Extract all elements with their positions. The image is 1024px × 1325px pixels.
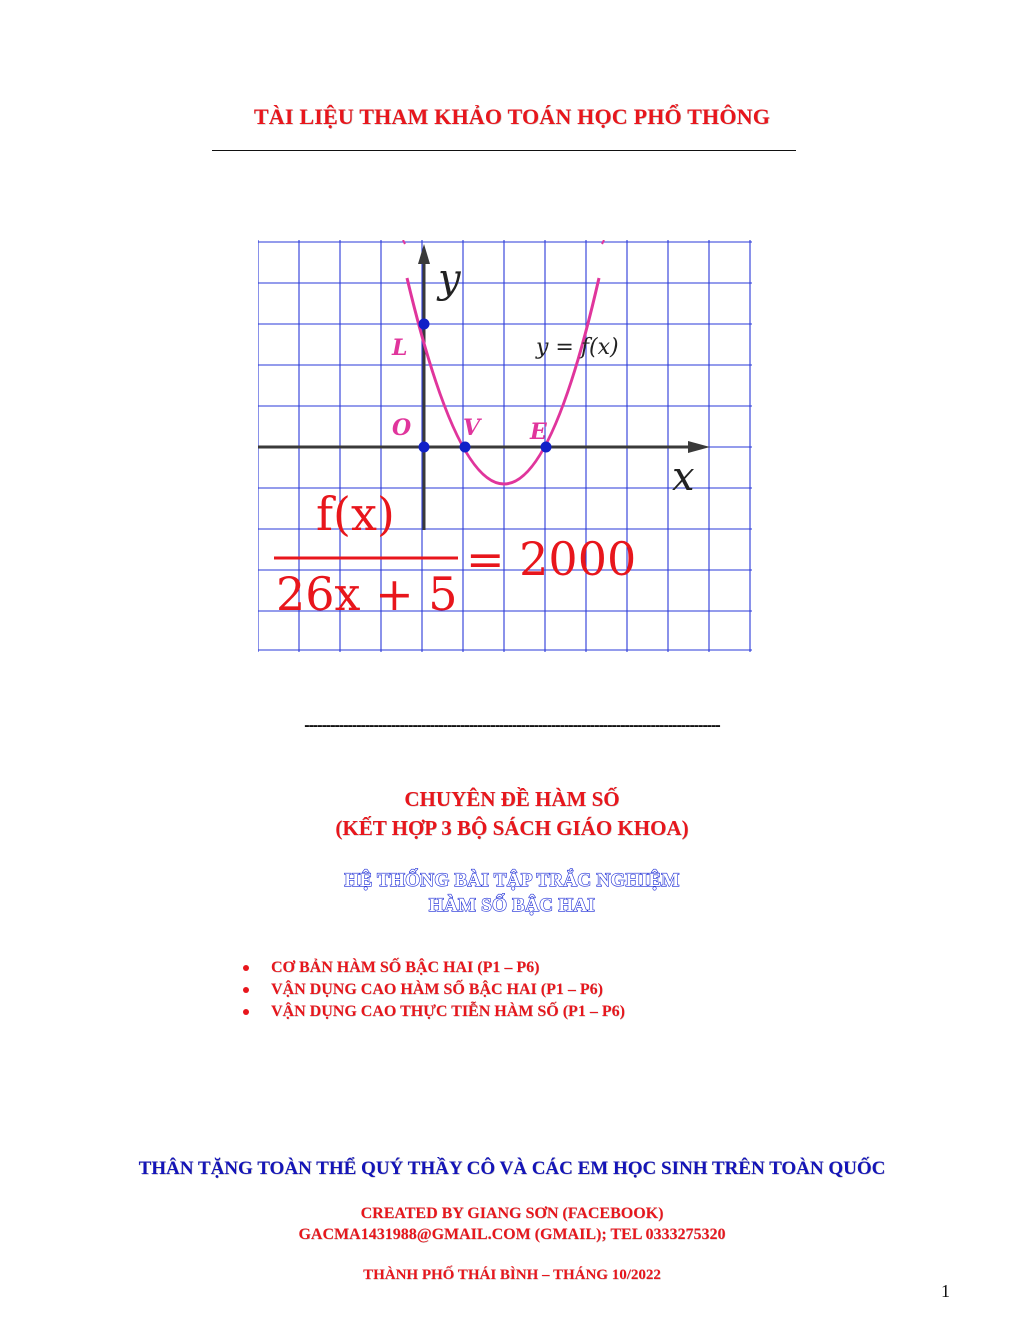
place-date: THÀNH PHỐ THÁI BÌNH – THÁNG 10/2022 — [363, 1267, 661, 1283]
curve-label: y = f(x) — [536, 335, 619, 360]
document-title: TÀI LIỆU THAM KHẢO TOÁN HỌC PHỔ THÔNG — [253, 104, 771, 129]
parabola-figure — [258, 240, 752, 652]
bullet-icon — [243, 1009, 249, 1015]
point-O — [419, 442, 430, 453]
equation-rhs: = 2000 — [466, 532, 637, 586]
page-number: 1 — [941, 1281, 950, 1301]
label-E: E — [530, 419, 547, 445]
x-axis-label: x — [672, 454, 695, 500]
equation-denominator: 26x + 5 — [276, 567, 458, 621]
list-item: CƠ BẢN HÀM SỐ BẬC HAI (P1 – P6) — [243, 957, 625, 979]
separator-line: ------------------------------------------------------------------------------------------------ — [304, 717, 720, 734]
topic-title: CHUYÊN ĐỀ HÀM SỐ — [404, 787, 620, 811]
bullet-icon — [243, 965, 249, 971]
exercise-system-title: HỆ THỐNG BÀI TẬP TRẮC NGHIỆM — [344, 870, 680, 891]
exercise-system-subtitle: HÀM SỐ BẬC HAI — [428, 895, 596, 916]
dedication: THÂN TẶNG TOÀN THỂ QUÝ THẦY CÔ VÀ CÁC EM HỌC SINH TRÊN TOÀN QUỐC — [138, 1158, 886, 1179]
y-axis-label: y — [438, 256, 461, 302]
point-V — [460, 442, 471, 453]
bullet-icon — [243, 987, 249, 993]
author-credit: CREATED BY GIANG SƠN (FACEBOOK) — [360, 1205, 664, 1222]
equation-numerator: f(x) — [316, 487, 395, 541]
label-O: O — [392, 415, 412, 441]
content-list — [243, 957, 625, 1023]
label-L: L — [392, 335, 408, 361]
contact-info: GACMA1431988@GMAIL.COM (GMAIL); TEL 0333275320 — [298, 1226, 726, 1243]
topic-subtitle: (KẾT HỢP 3 BỘ SÁCH GIÁO KHOA) — [335, 816, 689, 840]
point-L — [419, 319, 430, 330]
label-V: V — [463, 415, 481, 441]
list-item: VẬN DỤNG CAO THỰC TIỄN HÀM SỐ (P1 – P6) — [243, 1001, 625, 1023]
list-item: VẬN DỤNG CAO HÀM SỐ BẬC HAI (P1 – P6) — [243, 979, 625, 1001]
parabola-curve — [407, 278, 599, 484]
title-underline — [212, 150, 796, 151]
